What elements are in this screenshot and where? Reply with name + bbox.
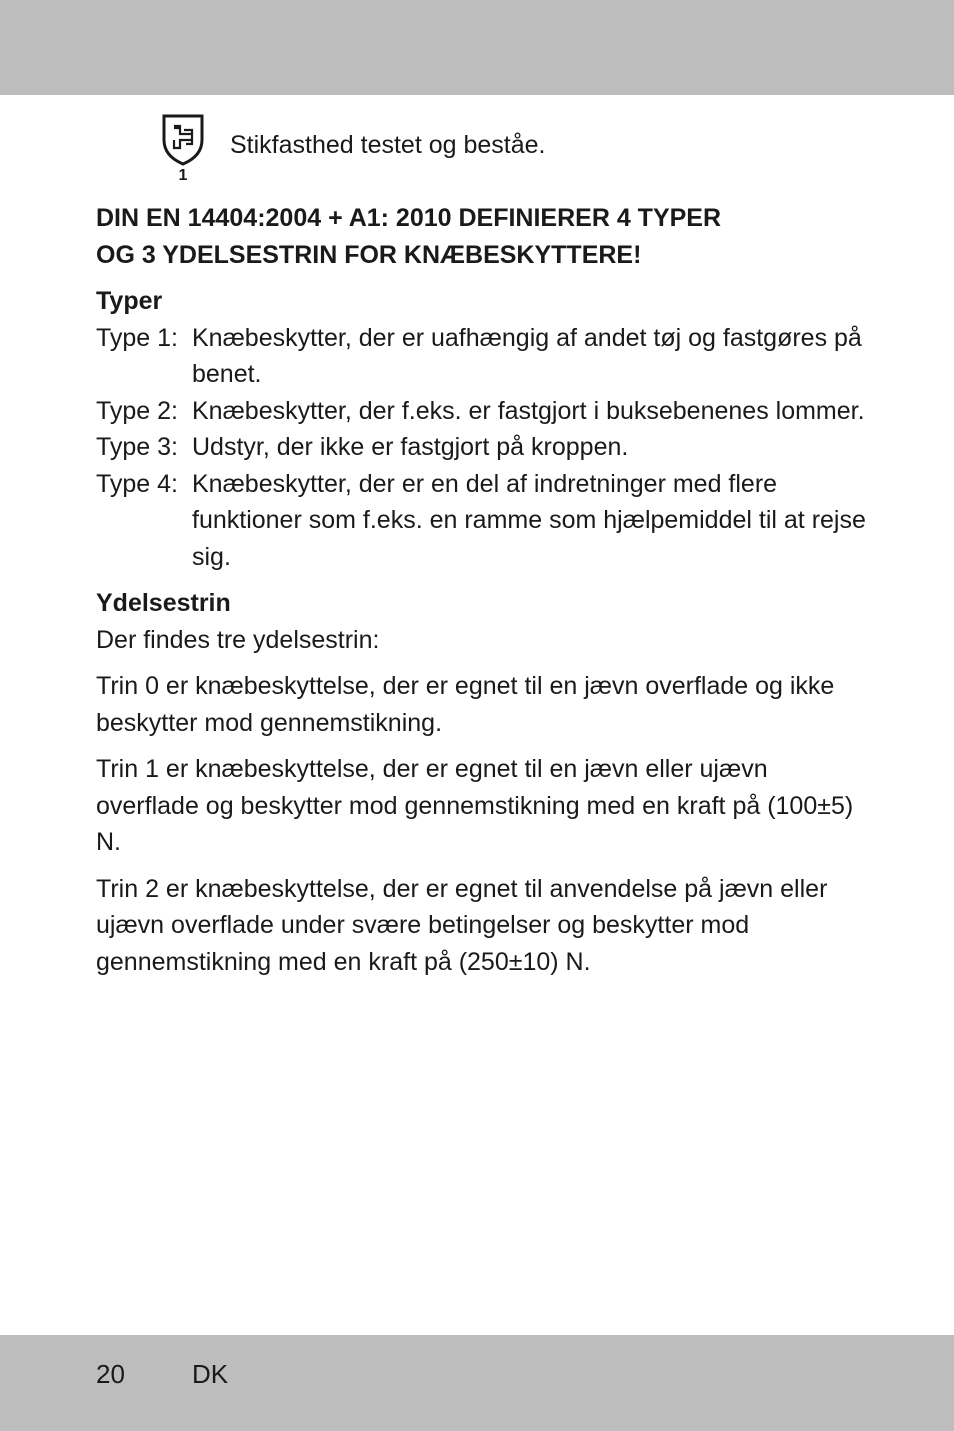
standard-heading bbox=[96, 200, 866, 273]
types-list bbox=[96, 320, 866, 576]
list-item bbox=[96, 393, 866, 430]
levels-title: Ydelsestrin bbox=[96, 589, 231, 617]
type-label: Type 4: bbox=[96, 469, 178, 498]
types-title: Typer bbox=[96, 287, 163, 315]
type-label: Type 1: bbox=[96, 323, 178, 352]
level-paragraph: Trin 0 er knæbeskyttelse, der er egnet til en jævn overflade og ikke beskytter mod gennemstikning. bbox=[96, 672, 835, 737]
shield-number: 1 bbox=[178, 167, 188, 182]
type-description: Knæbeskytter, der er en del af indretninger med flere funktioner som f.eks. en ramme som hjælpemiddel til at rejse sig. bbox=[192, 469, 866, 571]
type-label: Type 2: bbox=[96, 396, 178, 425]
shield-caption: Stikfasthed testet og beståe. bbox=[230, 131, 546, 159]
standard-heading-line1: DIN EN 14404:2004 + A1: 2010 DEFINIERER 4 TYPER bbox=[96, 204, 722, 232]
list-item bbox=[96, 466, 866, 576]
level-paragraph: Trin 2 er knæbeskyttelse, der er egnet til anvendelse på jævn eller ujævn overflade under svære betingelser og beskytter mod gennemstikning med en kraft på (250±10) N. bbox=[96, 874, 828, 976]
level-paragraph: Trin 1 er knæbeskyttelse, der er egnet til en jævn eller ujævn overflade og beskytter mod gennemstikning med en kraft på (100±5) N. bbox=[96, 755, 854, 856]
levels-intro: Der findes tre ydelsestrin: bbox=[96, 625, 380, 654]
list-item bbox=[96, 320, 866, 393]
protective-shield-icon bbox=[160, 112, 206, 182]
language-code: DK bbox=[192, 1359, 229, 1389]
header-band bbox=[0, 0, 954, 95]
list-item bbox=[96, 429, 866, 466]
footer-band bbox=[0, 1335, 954, 1431]
type-label: Type 3: bbox=[96, 433, 178, 461]
page-number: 20 bbox=[96, 1359, 125, 1389]
standard-heading-line2: OG 3 YDELSESTRIN FOR KNÆBESKYTTERE! bbox=[96, 240, 642, 269]
type-description: Udstyr, der ikke er fastgjort på kroppen. bbox=[192, 433, 629, 461]
main-content bbox=[96, 200, 866, 990]
type-description: Knæbeskytter, der er uafhængig af andet tøj og fastgøres på benet. bbox=[192, 323, 862, 388]
type-description: Knæbeskytter, der f.eks. er fastgjort i buksebenenes lommer. bbox=[192, 396, 865, 425]
